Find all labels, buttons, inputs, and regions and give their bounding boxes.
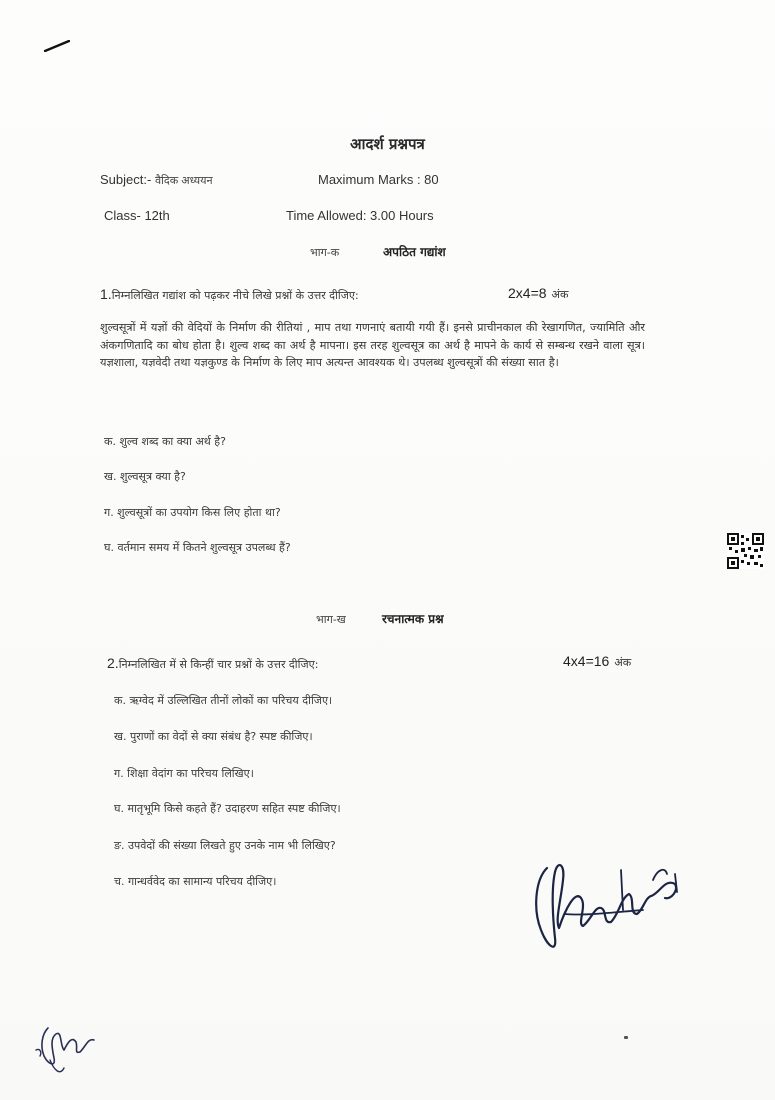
question-2-marks	[563, 651, 631, 670]
qr-code-icon	[727, 533, 764, 569]
passage: शुल्वसूत्रों में यज्ञों की वेदियों के निर्माण की रीतियां , माप तथा गणनाएं बतायी गयी हैं। इनसे प्राचीनकाल की रेखागणित, ज्यामिति और अंकगणितादि का बोध होता है। शुल्व शब्द का अर्थ है मापना। इस तरह शुल्वसूत्र का अर्थ है मापने के कार्य से सम्बन्ध रखने वाला सूत्र। यज्ञशाला, यज्ञवेदी तथा यज्ञकुण्ड के निर्माण के लिए माप अत्यन्त आवश्यक थे। उपलब्ध शुल्वसूत्रों की संख्या सात है।	[100, 321, 645, 369]
question-1-number: 1.	[100, 286, 112, 302]
question-2	[107, 653, 318, 672]
section-b-title: रचनात्मक प्रश्न	[382, 612, 444, 626]
subquestion-1a: क. शुल्व शब्द का क्या अर्थ है?	[104, 435, 226, 448]
signature-icon	[525, 850, 685, 965]
subject-line	[100, 172, 213, 188]
subject-label: Subject:-	[100, 172, 152, 187]
question-2-marks-value: 4x4=16	[563, 653, 610, 669]
question-1-marks-value: 2x4=8	[508, 285, 547, 301]
subquestion-2f: च. गान्धर्ववेद का सामान्य परिचय दीजिए।	[114, 875, 277, 888]
subquestion-2d: घ. मातृभूमि किसे कहते हैं? उदाहरण सहित स्पष्ट कीजिए।	[114, 802, 341, 815]
subquestion-1d: घ. वर्तमान समय में कितने शुल्वसूत्र उपलब्ध हैं?	[104, 541, 291, 554]
question-1-marks-unit: अंक	[551, 288, 569, 301]
subquestion-2e: ङ. उपवेदों की संख्या लिखते हुए उनके नाम भी लिखिए?	[114, 839, 336, 852]
question-2-marks-unit: अंक	[614, 656, 632, 669]
question-1-marks	[508, 283, 568, 302]
section-b-label: भाग-ख	[316, 613, 346, 626]
pen-mark-icon	[44, 40, 70, 52]
subquestion-1b: ख. शुल्वसूत्र क्या है?	[104, 470, 186, 483]
subquestion-2a: क. ऋग्वेद में उल्लिखित तीनों लोकों का परिचय दीजिए।	[114, 694, 333, 707]
class-line: Class- 12th	[104, 208, 170, 223]
subquestion-1c: ग. शुल्वसूत्रों का उपयोग किस लिए होता था?	[104, 506, 281, 519]
subquestion-2c: ग. शिक्षा वेदांग का परिचय लिखिए।	[114, 767, 254, 780]
page-title: आदर्श प्रश्नपत्र	[350, 135, 425, 153]
question-2-number: 2.	[107, 655, 119, 671]
time-allowed: Time Allowed: 3.00 Hours	[286, 208, 434, 223]
initials-icon	[30, 1020, 100, 1080]
subquestion-2b: ख. पुराणों का वेदों से क्या संबंध है? स्पष्ट कीजिए।	[114, 730, 313, 743]
section-a-title: अपठित गद्यांश	[383, 245, 446, 259]
question-1-text: निम्नलिखित गद्यांश को पढ़कर नीचे लिखे प्रश्नों के उत्तर दीजिए:	[111, 289, 359, 302]
question-1	[100, 284, 359, 303]
ink-speck	[624, 1036, 628, 1039]
max-marks: Maximum Marks : 80	[318, 172, 439, 187]
section-a-label: भाग-क	[310, 246, 340, 259]
question-2-text: निम्नलिखित में से किन्हीं चार प्रश्नों के उत्तर दीजिए:	[118, 658, 319, 671]
subject-value: वैदिक अध्ययन	[154, 175, 213, 187]
